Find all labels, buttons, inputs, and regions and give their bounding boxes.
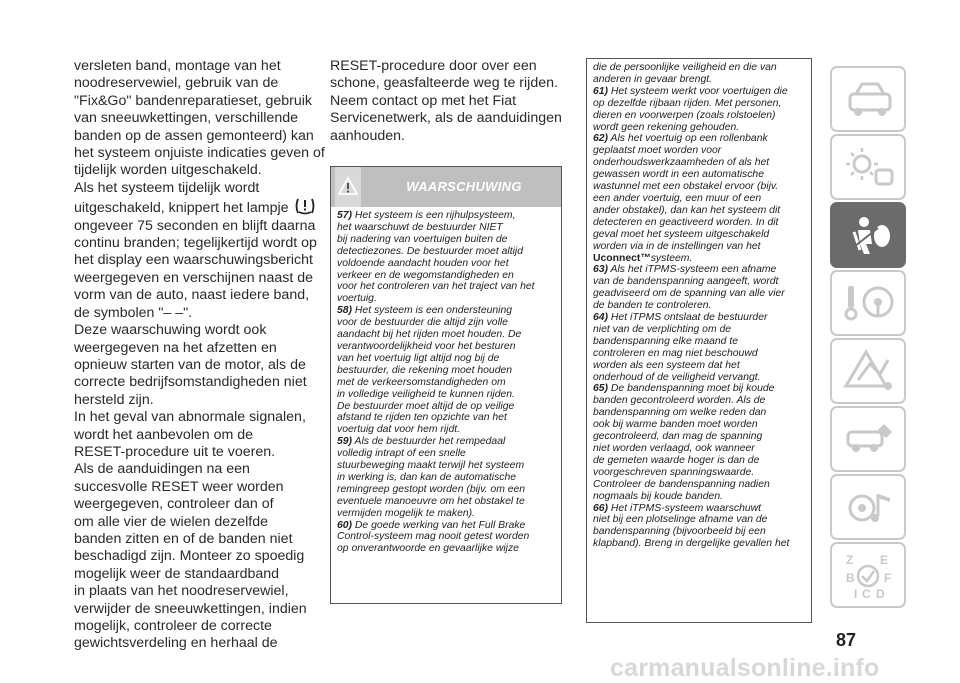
text-line: banden zitten en of de banden niet: [74, 530, 293, 547]
svg-text:Z: Z: [846, 553, 854, 567]
tpms-warning-lamp-icon: [294, 197, 316, 215]
note-text: bandenspanning elke maand te: [593, 335, 739, 347]
page-number: 87: [836, 630, 857, 650]
note-text: op dezelfde rijbaan rijden. Met personen,: [593, 97, 782, 109]
note-text: afstand te rijden ten opzichte van het: [337, 412, 507, 424]
text-line: aanhouden.: [330, 127, 405, 144]
note-line: [593, 491, 807, 503]
text-line: de symbolen "– –".: [74, 304, 193, 321]
note-line: anderen in gevaar brengt.: [593, 73, 713, 85]
text-line: weergegeven en verschijnen naast de: [74, 269, 313, 286]
text-line: van sneeuwkettingen, verschillende: [74, 110, 298, 127]
notes-box: [586, 58, 812, 623]
note-text: Het systeem werkt voor voertuigen die: [610, 85, 788, 97]
note-number: 57): [337, 210, 353, 221]
text-line: succesvolle RESET weer worden: [74, 478, 284, 495]
note-text: voor het controleren van het traject van het: [337, 281, 535, 293]
note-text: Als het voertuig op een rollenbank: [610, 133, 768, 145]
warning-box: [330, 166, 562, 604]
text-line: verwijder de sneeuwkettingen, indien: [74, 600, 307, 617]
text-line: om alle vier de wielen dezelfde: [74, 513, 269, 530]
note-line: [593, 110, 807, 122]
note-text: detecteren en geactiveerd worden. In dit: [593, 216, 779, 228]
note-text: Het systeem is een ondersteuning: [354, 305, 513, 317]
note-line: [337, 531, 557, 543]
note-line: [593, 312, 807, 324]
note-line: [593, 383, 807, 395]
note-text: onderhoudswerkzaamheden of als het: [593, 157, 770, 169]
note-text: geplaatst moet worden voor: [593, 145, 722, 157]
note-text: Het iTPMS ontslaat de bestuurder: [610, 312, 768, 324]
svg-text:E: E: [880, 553, 889, 567]
note-text: De bestuurder moet altijd de op veilige: [337, 400, 515, 412]
note-text: verantwoordelijkheid voor het besturen: [337, 340, 516, 352]
svg-text:C: C: [862, 587, 871, 601]
note-text: worden als een systeem dat het: [593, 359, 740, 371]
note-line: [337, 341, 557, 353]
note-text: op onverantwoorde en gevaarlijke wijze: [337, 543, 519, 555]
note-line: [593, 395, 807, 407]
text-line: "Fix&Go" bandenreparatieset, gebruik: [74, 92, 312, 109]
warning-triangle-icon: [335, 167, 361, 207]
note-line: [593, 503, 807, 515]
note-line: [593, 479, 807, 491]
note-text: verkeer en de wegomstandigheden en: [337, 269, 514, 281]
note-line: [593, 300, 807, 312]
note-text: niet worden verlaagd, ook wanneer: [593, 443, 755, 454]
watermark: carmanualsonline.info: [610, 654, 880, 682]
note-line: [337, 508, 557, 520]
note-text: bandenspanning om welke reden dan: [593, 407, 767, 419]
note-line: [593, 360, 807, 372]
text-line: RESET-procedure door over een: [330, 58, 537, 74]
note-text: gewassen wordt in een automatische: [593, 169, 764, 181]
text-line: opnieuw starten van de motor, als de: [74, 356, 306, 373]
note-line: [337, 496, 557, 508]
note-text: het waarschuwt de bestuurder NIET: [337, 221, 503, 233]
text-line: Als de aanduidingen na een: [74, 461, 250, 478]
note-line: [337, 377, 557, 389]
note-text: gecontroleerd, dan mag de spanning: [593, 431, 763, 443]
note-line: [593, 264, 807, 276]
text-line: beschadigd zijn. Monteer zo spoedig: [74, 548, 305, 565]
note-number: 61): [593, 85, 609, 97]
note-line: [593, 407, 807, 419]
note-text: Controleer de bandenspanning nadien: [593, 478, 770, 490]
note-text: detectiezones. De bestuurder moet altijd: [337, 245, 523, 257]
note-line: [337, 234, 557, 246]
note-text: vermijden mogelijk te maken).: [337, 507, 476, 519]
text-line: weergegeven na het afzetten en: [74, 339, 277, 356]
note-text: geval moet het systeem uitgeschakeld: [593, 228, 770, 240]
note-text: eventuele manoeuvre om het obstakel te: [337, 495, 525, 507]
note-text: een ander voertuig, een muur of een: [593, 192, 762, 204]
note-line: [593, 419, 807, 431]
warning-lights-icon[interactable]: [830, 134, 906, 200]
text-line: banden op de assen gemonteerd) kan: [74, 127, 314, 144]
note-line: [337, 305, 557, 317]
note-number: 60): [337, 519, 353, 531]
note-number: 64): [593, 312, 609, 324]
note-line: [337, 281, 557, 293]
text-line: continu branden; tegelijkertijd wordt op: [74, 235, 317, 252]
text-line: weergegeven, controleer dan of: [74, 496, 274, 513]
note-line: [337, 365, 557, 377]
note-line: [337, 353, 557, 365]
warning-header: [331, 167, 561, 207]
note-text: met de verkeersomstandigheden om: [337, 376, 506, 388]
text-line: tijdelijk worden uitgeschakeld.: [74, 162, 262, 179]
note-text: worden via in de instellingen van het: [593, 240, 761, 252]
note-text: klapband). Breng in dergelijke gevallen het: [593, 538, 790, 550]
note-text: aandacht bij het rijden moet houden. De: [337, 329, 522, 341]
note-text: bestuurder, die rekening moet houden: [337, 364, 513, 376]
note-text: niet bij een plotselinge afname van de: [593, 514, 768, 526]
text-line: het display een waarschuwingsbericht: [74, 252, 313, 269]
note-line: [337, 412, 557, 424]
emergency-triangle-icon[interactable]: [830, 338, 906, 404]
note-text: De goede werking van het Full Brake: [354, 519, 526, 531]
text-line: Neem contact op met het Fiat: [330, 92, 517, 109]
note-line: [593, 193, 807, 205]
note-line: [593, 467, 807, 479]
note-line: [337, 270, 557, 282]
text-line: In het geval van abnormale signalen,: [74, 409, 306, 426]
note-line: [593, 372, 807, 384]
note-line: [593, 181, 807, 193]
note-line: [593, 205, 807, 217]
note-text: voor de bestuurder die altijd zijn volle: [337, 317, 508, 329]
text-line: Servicenetwerk, als de aanduidingen: [330, 110, 562, 127]
note-line: [593, 276, 807, 288]
note-line: [593, 229, 807, 241]
svg-text:D: D: [876, 587, 885, 601]
note-text: ander obstakel), dan kan het systeem dit: [593, 204, 781, 216]
note-line: [337, 293, 557, 305]
note-line: [593, 431, 807, 443]
note-line: [593, 324, 807, 336]
note-line: [593, 348, 807, 360]
note-number: 63): [593, 264, 609, 276]
note-text: volledig intrapt of een snelle: [337, 448, 466, 460]
note-line: [337, 448, 557, 460]
note-text: Het iTPMS-systeem waarschuwt: [610, 502, 762, 514]
note-line: [593, 253, 807, 265]
note-text: wordt geen rekening gehouden.: [593, 121, 740, 133]
text-line: het systeem onjuiste indicaties geven of: [74, 145, 325, 162]
note-line: [337, 472, 557, 484]
note-text: van het voertuig ligt altijd nog bij de: [337, 352, 500, 364]
note-text: De bandenspanning moet bij koude: [610, 383, 775, 395]
note-text: wastunnel met een obstakel ervoor (bijv.: [593, 181, 779, 193]
note-text: stuurbeweging maakt terwijl het systeem: [337, 460, 525, 472]
note-number: 62): [593, 133, 609, 145]
warning-title: WAARSCHUWING: [406, 179, 522, 194]
note-line: [593, 122, 807, 134]
body-text-column-2: [330, 58, 566, 145]
note-line: [337, 317, 557, 329]
note-line: [593, 336, 807, 348]
text-line: hersteld zijn.: [74, 391, 154, 408]
note-line: [337, 460, 557, 472]
note-text: nogmaals bij koude banden.: [593, 490, 723, 502]
svg-text:F: F: [884, 571, 892, 585]
note-line: [337, 424, 557, 436]
note-line: [593, 133, 807, 145]
note-line: [593, 455, 807, 467]
note-text: voertuig dat voor hem rijdt.: [337, 424, 461, 436]
note-line: [593, 157, 807, 169]
note-text: de gemeten waarde hoger is dan de: [593, 454, 760, 466]
text-line: uitgeschakeld, knippert het lampje: [74, 197, 310, 217]
note-line: [337, 436, 557, 448]
note-line: [593, 526, 807, 538]
text-line: mogelijk weer de standaardband: [74, 565, 280, 582]
uconnect-brand: Uconnect™: [593, 252, 651, 264]
text-line: wordt het aanbevolen om de: [74, 426, 254, 443]
note-text: van de bandenspanning aangeeft, wordt: [593, 276, 779, 288]
warning-notes: [331, 207, 561, 555]
car-dashboard-icon[interactable]: [830, 66, 906, 132]
note-number: 59): [337, 436, 353, 448]
note-text: geadviseerd om de spanning van alle vier: [593, 288, 785, 300]
body-text-column-1: [74, 58, 325, 653]
note-text: Het systeem is een rijhulpsysteem,: [354, 210, 516, 221]
note-text: banden gecontroleerd worden. Als de: [593, 395, 766, 407]
note-line: [337, 222, 557, 234]
note-line: [337, 484, 557, 496]
note-text: Control-systeem mag nooit getest worden: [337, 531, 530, 543]
note-line: [593, 98, 807, 110]
notes-list: [587, 59, 811, 550]
alphabet-index-icon[interactable]: [830, 542, 906, 608]
note-line: [593, 514, 807, 526]
text-line: Deze waarschuwing wordt ook: [74, 322, 267, 339]
note-line: [593, 443, 807, 455]
note-line: [337, 389, 557, 401]
note-text: ook bij warme banden moet worden: [593, 419, 758, 431]
note-number: 58): [337, 305, 353, 317]
note-text: controleren en mag niet beschouwd: [593, 347, 758, 359]
key-steering-icon[interactable]: [830, 270, 906, 336]
note-text: niet van de verplichting om de: [593, 323, 732, 335]
note-text: de banden te controleren.: [593, 300, 712, 312]
safety-airbag-icon[interactable]: [830, 202, 906, 268]
note-line: [337, 258, 557, 270]
note-line: [337, 401, 557, 413]
note-text: voorgeschreven spanningswaarde.: [593, 466, 755, 478]
note-text: bandenspanning (bijvoorbeeld bij een: [593, 526, 766, 538]
text-line: ongeveer 75 seconden en blijft daarna: [74, 217, 316, 234]
text-line: versleten band, montage van het: [74, 58, 281, 74]
note-line: [593, 217, 807, 229]
text-line: noodreservewiel, gebruik van de: [74, 75, 279, 92]
note-text: remingreep gestopt worden (bijv. om een: [337, 483, 526, 495]
text-line: gewichtsverdeling en herhaal de: [74, 635, 278, 652]
note-text: systeem.: [650, 252, 693, 264]
note-line: [337, 210, 557, 222]
text-line: vorm van de auto, naast iedere band,: [74, 287, 310, 304]
note-line: [593, 538, 807, 550]
note-line: [337, 543, 557, 555]
note-line: [593, 169, 807, 181]
text-line: Als het systeem tijdelijk wordt: [74, 179, 260, 196]
text-line: schone, geasfalteerde weg te rijden.: [330, 75, 558, 92]
multimedia-icon[interactable]: [830, 474, 906, 540]
text-line: RESET-procedure uit te voeren.: [74, 443, 276, 460]
note-text: Als de bestuurder het rempedaal: [354, 436, 506, 448]
text-line: correcte bedrijfsomstandigheden niet: [74, 374, 307, 391]
text-line: mogelijk, controleer de correcte: [74, 618, 272, 634]
wrench-car-icon[interactable]: [830, 406, 906, 472]
note-line: [593, 288, 807, 300]
svg-text:I: I: [854, 587, 858, 601]
text-line: in plaats van het noodreservewiel,: [74, 583, 289, 600]
note-line: [337, 520, 557, 532]
note-text: bij nadering van voertuigen buiten de: [337, 233, 508, 245]
note-line: die de persoonlijke veiligheid en die van: [593, 62, 777, 73]
svg-text:B: B: [846, 571, 855, 585]
note-number: 65): [593, 383, 609, 395]
note-text: in volledige veiligheid te kunnen rijden.: [337, 388, 515, 400]
note-line: [593, 241, 807, 253]
note-line: [337, 246, 557, 258]
note-number: 66): [593, 502, 609, 514]
note-line: [593, 86, 807, 98]
note-text: dieren en voorwerpen (zoals rolstoelen): [593, 109, 776, 121]
note-line: [593, 145, 807, 157]
note-text: voldoende aandacht houden voor het: [337, 257, 509, 269]
note-text: Als het iTPMS-systeem een afname: [610, 264, 777, 276]
note-text: in werking is, dan kan de automatische: [337, 471, 517, 483]
note-line: [337, 329, 557, 341]
note-text: voertuig.: [337, 293, 377, 305]
note-text: onderhoud of de veiligheid vervangt.: [593, 371, 761, 383]
